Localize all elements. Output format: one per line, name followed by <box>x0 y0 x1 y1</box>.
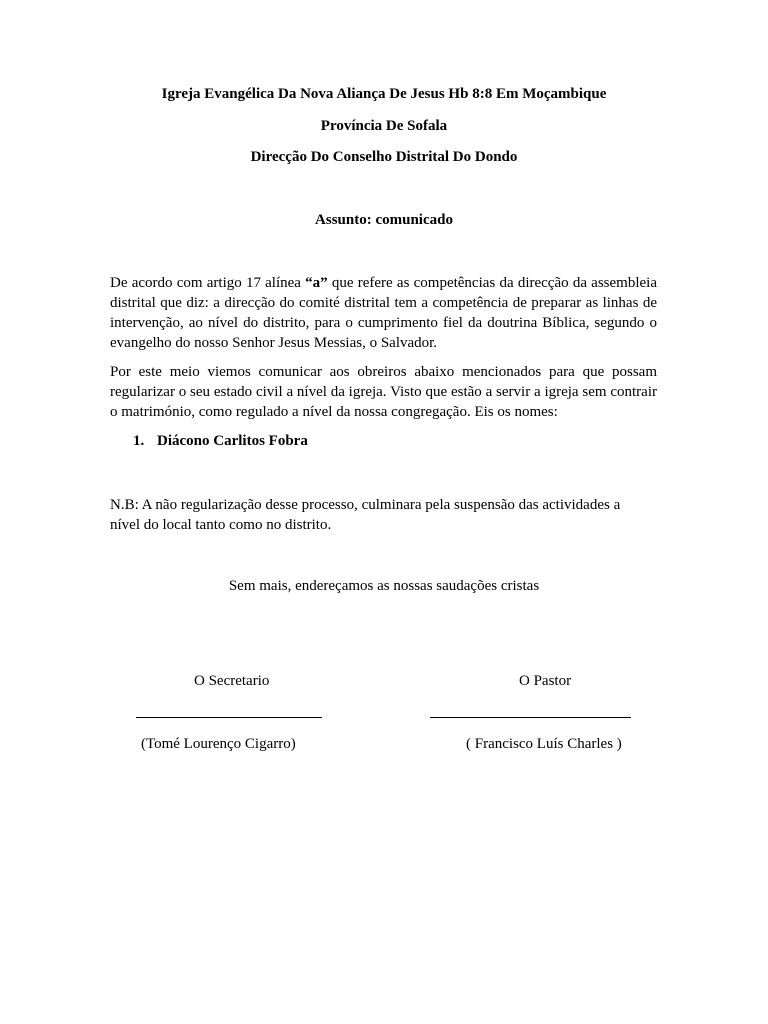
list-item-number: 1. <box>133 433 145 449</box>
list-item-name: Diácono Carlitos Fobra <box>157 433 308 449</box>
secretary-name: (Tomé Lourenço Cigarro) <box>141 736 296 752</box>
church-name-heading: Igreja Evangélica Da Nova Aliança De Jesus Hb 8:8 Em Moçambique <box>161 86 607 102</box>
paragraph-communication: Por este meio viemos comunicar aos obreiros abaixo mencionados para que possam regularizar o seu estado civil a nível da igreja. Visto que estão a servir a igreja sem contrair o matrimónio, como regulado a nível da nossa congregação. Eis os nomes: <box>110 364 657 420</box>
closing-greeting: Sem mais, endereçamos as nossas saudações cristas <box>228 578 540 594</box>
province-heading: Província De Sofala <box>320 118 448 134</box>
list-item <box>133 433 308 450</box>
subject-heading: Assunto: comunicado <box>315 212 453 228</box>
pastor-role-label: O Pastor <box>519 673 572 689</box>
secretary-role-label: O Secretario <box>194 673 270 689</box>
secretary-signature-line <box>136 717 322 718</box>
paragraph-1-emphasis: “a” <box>305 275 328 291</box>
council-heading: Direcção Do Conselho Distrital Do Dondo <box>250 149 518 165</box>
paragraph-1-text-start: De acordo com artigo 17 alínea <box>110 275 306 291</box>
note-paragraph: N.B: A não regularização desse processo, culminara pela suspensão das actividades a nível do local tanto como no distrito. <box>110 497 621 533</box>
paragraph-1-text-end: que refere as competências da direcção da assembleia distrital que diz: a direcção do comité distrital tem a competência de preparar as linhas de intervenção, ao nível do distrito, para o cumprimento fiel da doutrina Bíblica, segundo o evangelho do nosso Senhor Jesus Messias, o Salvador. <box>110 275 657 351</box>
pastor-signature-line <box>430 717 631 718</box>
pastor-name: ( Francisco Luís Charles ) <box>466 736 622 752</box>
paragraph-article-reference <box>110 273 657 353</box>
